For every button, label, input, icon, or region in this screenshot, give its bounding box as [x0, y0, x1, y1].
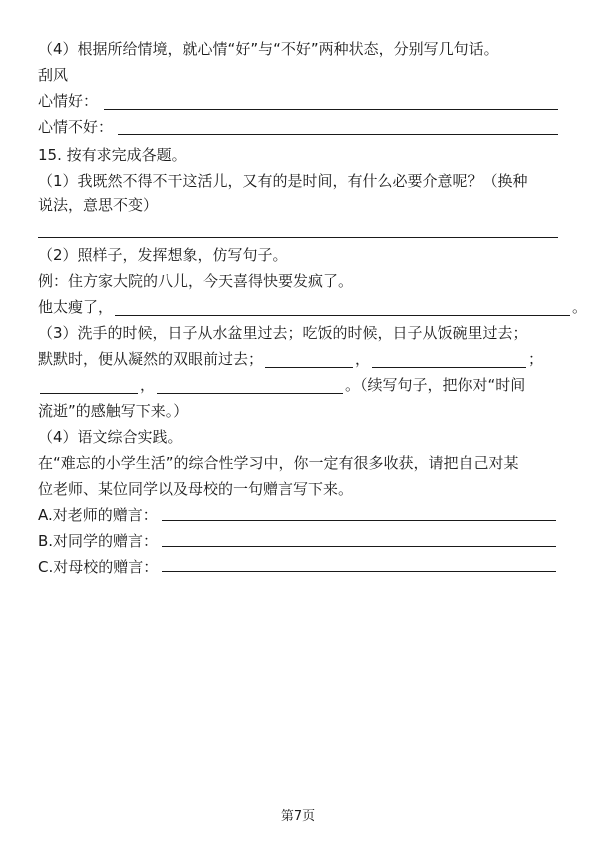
q15-2-blank[interactable]: [115, 299, 570, 316]
q15-3-blank-3[interactable]: [40, 377, 138, 394]
q15-4-line2: 位老师、某位同学以及母校的一句赠言写下来。: [38, 480, 354, 498]
school-message-line[interactable]: [162, 571, 556, 572]
page-number: 第7页: [280, 809, 316, 824]
good-mood-label: 心情好：: [38, 92, 99, 110]
q15-4-line1: 在“难忘的小学生活”的综合性学习中，你一定有很多收获，请把自己对某: [38, 454, 519, 472]
q15-2-answer-row: [38, 298, 587, 316]
q15-1-line1: （1）我既然不得不干这活儿，又有的是时间，有什么必要介意呢？（换种: [38, 172, 528, 190]
q15-3-line3-end: 。（续写句子，把你对“时间: [345, 376, 526, 394]
q15-title: 15. 按有求完成各题。: [38, 146, 187, 164]
q15-3-line2-row: [38, 350, 543, 368]
q15-3-line4: 流逝”的感触写下来。）: [38, 402, 189, 420]
classmate-message-line[interactable]: [162, 546, 556, 547]
bad-mood-answer-line[interactable]: [118, 134, 558, 135]
school-message-label: C.对母校的赠言：: [38, 558, 159, 576]
q15-2-start: 他太瘦了，: [38, 298, 114, 316]
q15-3-line2: 默默时，便从凝然的双眼前过去；: [38, 350, 264, 368]
q15-1-answer-line[interactable]: [38, 237, 558, 238]
classmate-message-label: B.对同学的赠言：: [38, 532, 159, 550]
q15-3-blank-1[interactable]: [265, 351, 353, 368]
q15-3-comma-2: ，: [140, 376, 156, 394]
good-mood-answer-line[interactable]: [104, 109, 558, 110]
q15-3-blank-2[interactable]: [372, 351, 526, 368]
q15-3-semicolon: ；: [528, 350, 544, 368]
q15-2-example: 例：住方家大院的八儿，今天喜得快要发疯了。: [38, 272, 354, 290]
q14-4-context: 刮风: [38, 66, 69, 84]
teacher-message-line[interactable]: [162, 520, 556, 521]
q15-3-blank-4[interactable]: [157, 377, 343, 394]
q15-3-comma-1: ，: [355, 350, 371, 368]
teacher-message-label: A.对老师的赠言：: [38, 506, 158, 524]
q15-3-line1: （3）洗手的时候，日子从水盆里过去；吃饭的时候，日子从饭碗里过去；: [38, 324, 528, 342]
q15-3-line3-row: [38, 376, 525, 394]
q14-4-prompt: （4）根据所给情境，就心情“好”与“不好”两种状态，分别写几句话。: [38, 40, 499, 58]
q15-1-line2: 说法，意思不变）: [38, 196, 159, 214]
q15-4-title: （4）语文综合实践。: [38, 428, 183, 446]
q15-2-end: 。: [572, 298, 588, 316]
bad-mood-label: 心情不好：: [38, 118, 114, 136]
q15-2-prompt: （2）照样子，发挥想象，仿写句子。: [38, 246, 288, 264]
